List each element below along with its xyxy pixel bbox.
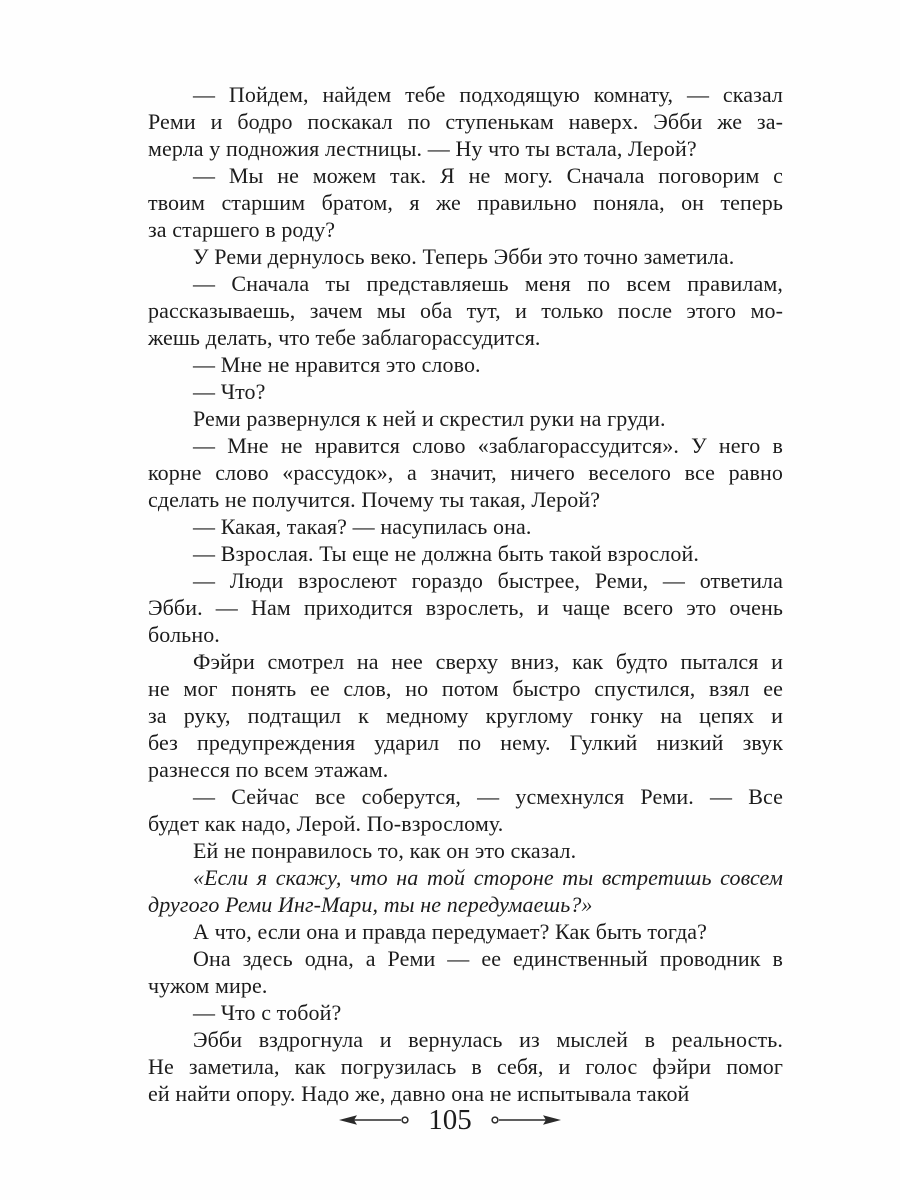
text-line: без предупреждения ударил по нему. Гулкий низкий звук [148,730,783,755]
text-line: — Мне не нравится слово «заблагорассудится». У него в [193,433,783,458]
paragraph [148,648,783,783]
text-line: Реми развернулся к ней и скрестил руки на груди. [193,406,666,431]
text-line: больно. [148,622,220,647]
text-line: — Мы не можем так. Я не могу. Сначала поговорим с [193,163,783,188]
text-line: А что, если она и правда передумает? Как быть тогда? [193,919,707,944]
text-line: — Что? [193,379,266,404]
right-arrow-icon [489,1113,562,1127]
text-line: сделать не получится. Почему ты такая, Лерой? [148,487,601,512]
left-arrow-icon [338,1113,411,1127]
paragraph [148,1026,783,1107]
paragraph-italic-quote [148,864,783,918]
text-line: будет как надо, Лерой. По-взрослому. [148,811,504,836]
text-line: ей найти опору. Надо же, давно она не испытывала такой [148,1081,690,1106]
text-line: Фэйри смотрел на нее сверху вниз, как будто пытался и [193,649,783,674]
paragraph [148,540,783,567]
text-line: чужом мире. [148,973,268,998]
text-line: — Какая, такая? — насупилась она. [193,514,532,539]
paragraph [148,81,783,162]
text-line: — Взрослая. Ты еще не должна быть такой взрослой. [193,541,699,566]
text-line: У Реми дернулось веко. Теперь Эбби это точно заметила. [193,244,735,269]
text-line: жешь делать, что тебе заблагорассудится. [148,325,541,350]
text-line: Эбби. — Нам приходится взрослеть, и чаще всего это очень [148,595,783,620]
text-line: рассказываешь, зачем мы оба тут, и только после этого мо- [148,298,783,323]
text-line: Не заметила, как погрузилась в себя, и голос фэйри помог [148,1054,783,1079]
paragraph [148,270,783,351]
paragraph [148,945,783,999]
text-line: корне слово «рассудок», а значит, ничего веселого все равно [148,460,783,485]
text-line: Реми и бодро поскакал по ступенькам наверх. Эбби же за- [148,109,783,134]
text-line: другого Реми Инг-Мари, ты не передумаешь?» [148,892,593,917]
text-line: Она здесь одна, а Реми — ее единственный проводник в [193,946,783,971]
paragraph [148,162,783,243]
paragraph [148,405,783,432]
paragraph [148,567,783,648]
paragraph [148,432,783,513]
page-footer [0,1101,900,1139]
text-line: «Если я скажу, что на той стороне ты встретишь совсем [193,865,783,890]
text-line: мерла у подножия лестницы. — Ну что ты встала, Лерой? [148,136,697,161]
paragraph [148,378,783,405]
text-line: за руку, подтащил к медному круглому гонку на цепях и [148,703,783,728]
paragraph [148,918,783,945]
text-line: за старшего в роду? [148,217,336,242]
paragraph [148,783,783,837]
page-number: 105 [428,1103,472,1136]
text-line: Ей не понравилось то, как он это сказал. [193,838,577,863]
text-line: твоим старшим братом, я же правильно поняла, он теперь [148,190,783,215]
paragraph [148,243,783,270]
text-line: — Мне не нравится это слово. [193,352,481,377]
paragraph [148,351,783,378]
text-line: — Пойдем, найдем тебе подходящую комнату, — сказал [193,82,783,107]
paragraph [148,837,783,864]
text-line: — Что с тобой? [193,1000,342,1025]
text-line: — Сначала ты представляешь меня по всем правилам, [193,271,783,296]
text-line: — Сейчас все соберутся, — усмехнулся Реми. — Все [193,784,783,809]
text-line: разнесся по всем этажам. [148,757,389,782]
text-line: — Люди взрослеют гораздо быстрее, Реми, — ответила [193,568,783,593]
text-line: Эбби вздрогнула и вернулась из мыслей в реальность. [193,1027,783,1052]
text-block [148,81,783,1107]
paragraph [148,999,783,1026]
paragraph [148,513,783,540]
text-line: не мог понять ее слов, но потом быстро спустился, взял ее [148,676,783,701]
